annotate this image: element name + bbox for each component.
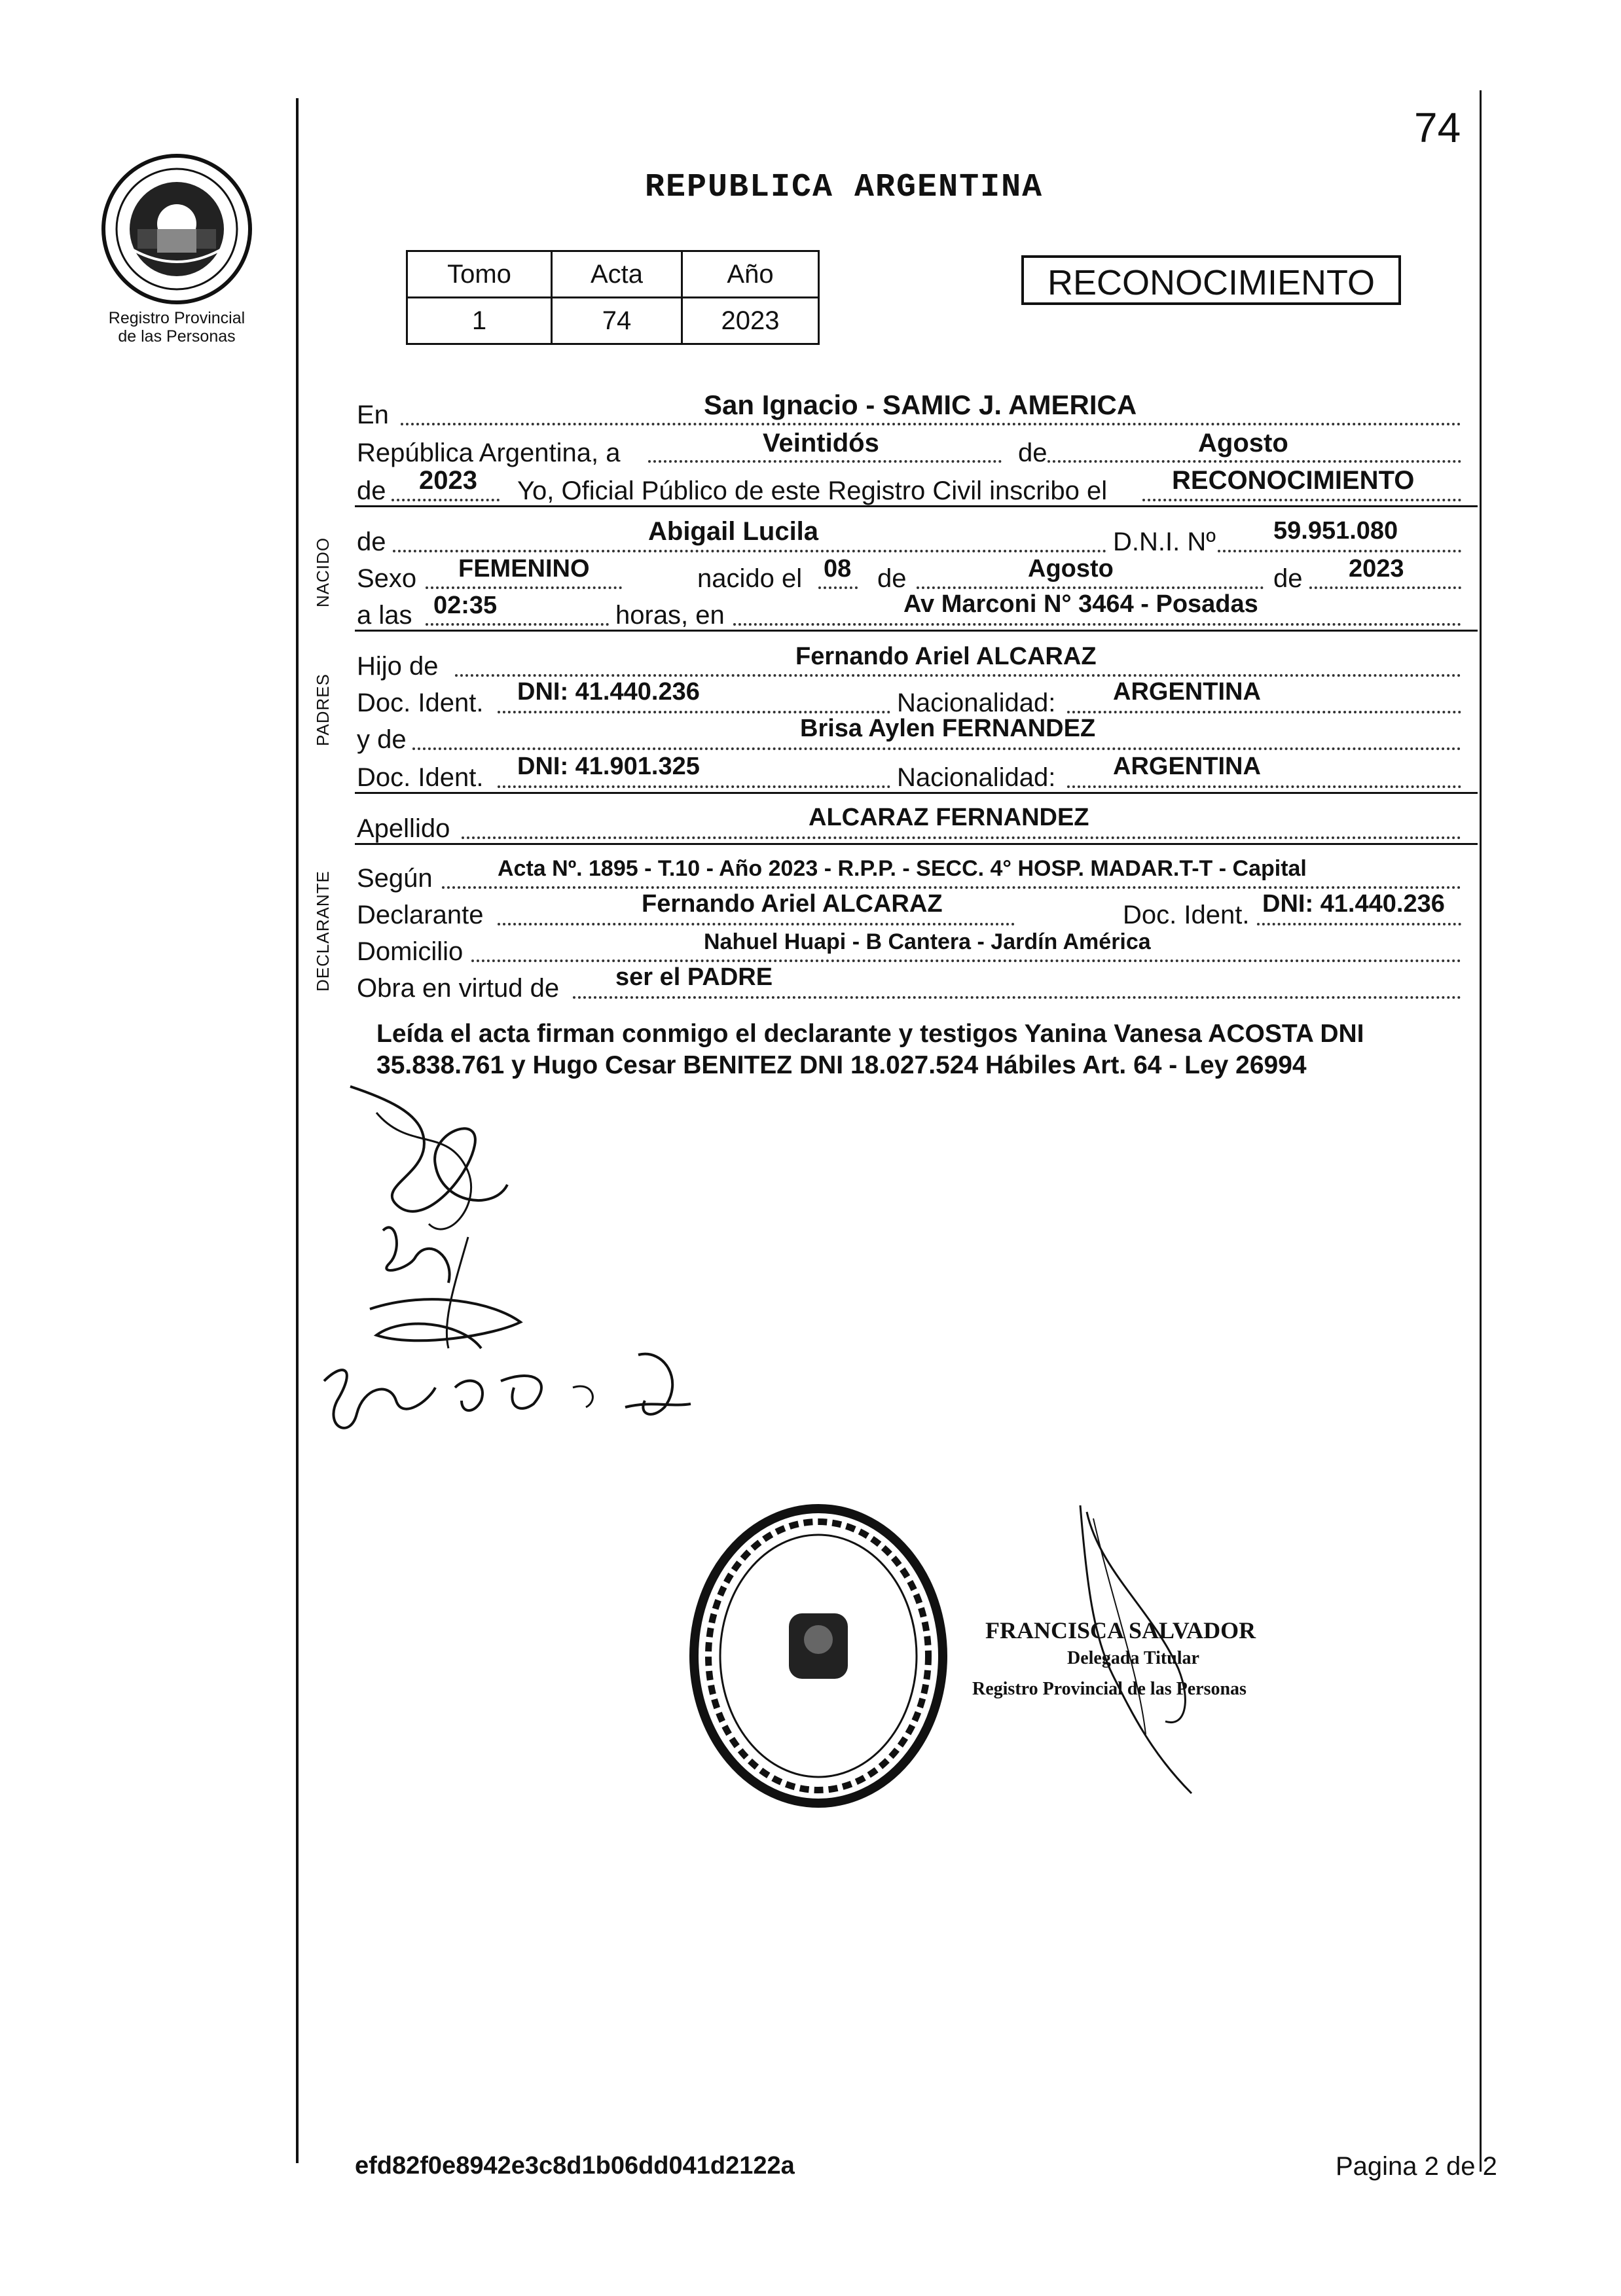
- ano-header: Año: [682, 251, 819, 298]
- section-label-declarante: DECLARANTE: [313, 870, 333, 992]
- en-value: San Ignacio - SAMIC J. AMERICA: [704, 389, 1137, 420]
- month-value: Agosto: [1198, 429, 1288, 457]
- father-dots: [455, 674, 1461, 677]
- mother-doc-dots: [498, 785, 890, 788]
- register-value-row: [407, 298, 819, 344]
- y-de-label: y de: [357, 725, 407, 754]
- mother-nat-dots: [1067, 785, 1461, 788]
- inscribo-dots: [1142, 499, 1461, 501]
- domicilio-value: Nahuel Huapi - B Cantera - Jardín América: [704, 929, 1151, 954]
- segun-label: Según: [357, 864, 433, 893]
- closing-statement: Leída el acta firman conmigo el declarante y testigos Yanina Vanesa ACOSTA DNI 35.838.761 y Hugo Cesar BENITEZ DNI 18.027.524 Hábiles Art. 64 - Ley 26994: [376, 1020, 1364, 1079]
- father-name: Fernando Ariel ALCARAZ: [795, 643, 1097, 670]
- horas-label: horas, en: [615, 601, 725, 630]
- birth-month: Agosto: [1028, 555, 1114, 583]
- misiones-seal-logo: [98, 151, 255, 308]
- day-dots: [648, 460, 1002, 463]
- republica-label: República Argentina, a: [357, 439, 621, 467]
- obra-dots: [573, 996, 1461, 999]
- month-de-label: de: [1018, 439, 1047, 467]
- en-label: En: [357, 401, 389, 429]
- birth-year-dots: [1309, 586, 1461, 589]
- domicilio-dots: [471, 960, 1461, 962]
- a-las-label: a las: [357, 601, 412, 630]
- official-role: Delegada Titular: [1067, 1648, 1199, 1668]
- logo-caption-line1: Registro Provincial: [108, 309, 246, 327]
- country-title: REPUBLICA ARGENTINA: [645, 169, 1044, 206]
- nacido-label: nacido el: [697, 564, 803, 593]
- mother-doc: DNI: 41.901.325: [517, 753, 700, 780]
- acta-header: Acta: [552, 251, 682, 298]
- section-label-padres: PADRES: [313, 673, 333, 746]
- sexo-label: Sexo: [357, 564, 417, 593]
- segun-value: Acta Nº. 1895 - T.10 - Año 2023 - R.P.P. - SECC. 4° HOSP. MADAR.T-T - Capital: [498, 856, 1307, 881]
- birth-year-de-label: de: [1273, 564, 1303, 593]
- birth-month-dots: [917, 586, 1264, 589]
- apellido-label: Apellido: [357, 814, 450, 843]
- acta-value: 74: [552, 298, 682, 344]
- domicilio-label: Domicilio: [357, 937, 464, 966]
- apellido-dots: [462, 836, 1461, 839]
- rule-after-header: [355, 505, 1478, 507]
- name-dots: [393, 550, 1106, 552]
- birth-year: 2023: [1349, 555, 1404, 583]
- ano-value: 2023: [682, 298, 819, 344]
- sexo-dots: [426, 586, 622, 589]
- father-doc-dots: [498, 711, 890, 713]
- rule-after-apellido: [355, 843, 1478, 845]
- rule-after-padres: [355, 792, 1478, 794]
- hijo-label: Hijo de: [357, 652, 439, 681]
- tomo-value: 1: [407, 298, 552, 344]
- declarante-doc-label: Doc. Ident.: [1123, 901, 1250, 929]
- en-dots: [401, 423, 1461, 425]
- right-margin-line: [1480, 90, 1482, 2172]
- official-office: Registro Provincial de las Personas: [972, 1679, 1247, 1699]
- declarante-doc-dots: [1257, 923, 1461, 925]
- birth-time: 02:35: [433, 592, 498, 619]
- obra-label: Obra en virtud de: [357, 974, 560, 1003]
- father-nat: ARGENTINA: [1113, 678, 1261, 706]
- birth-place: Av Marconi N° 3464 - Posadas: [903, 590, 1258, 618]
- sexo-value: FEMENINO: [458, 555, 590, 583]
- page-counter: Pagina 2 de 2: [1336, 2152, 1497, 2181]
- mother-name: Brisa Aylen FERNANDEZ: [800, 715, 1096, 742]
- register-header-row: [407, 251, 819, 298]
- declarante-doc: DNI: 41.440.236: [1262, 890, 1445, 918]
- day-value: Veintidós: [763, 429, 879, 457]
- act-type-box: RECONOCIMIENTO: [1021, 255, 1401, 305]
- mother-doc-label: Doc. Ident.: [357, 763, 484, 792]
- witness-signatures: [298, 1073, 723, 1460]
- birth-day-dots: [818, 586, 858, 589]
- name-de-label: de: [357, 528, 386, 556]
- dni-dots: [1218, 550, 1461, 552]
- rule-after-nacido: [355, 630, 1478, 632]
- tomo-header: Tomo: [407, 251, 552, 298]
- month-dots: [1047, 460, 1461, 463]
- mother-dots: [412, 747, 1461, 750]
- register-table: [406, 250, 820, 345]
- official-name: FRANCISCA SALVADOR: [985, 1617, 1256, 1643]
- year-value: 2023: [419, 466, 477, 495]
- father-doc-label: Doc. Ident.: [357, 689, 484, 717]
- logo-caption-line2: de las Personas: [118, 327, 236, 346]
- segun-dots: [442, 886, 1461, 889]
- inscribo-value: RECONOCIMIENTO: [1172, 466, 1415, 495]
- place-dots: [733, 623, 1461, 626]
- page-number: 74: [1414, 104, 1461, 151]
- birth-month-de-label: de: [877, 564, 907, 593]
- birth-day: 08: [824, 555, 852, 583]
- official-stamp: [681, 1499, 956, 1813]
- inscribo-text: Yo, Oficial Público de este Registro Civil inscribo el: [517, 476, 1108, 505]
- father-doc: DNI: 41.440.236: [517, 678, 700, 706]
- child-dni: 59.951.080: [1273, 517, 1398, 545]
- declarante-dots: [498, 923, 1015, 925]
- dni-label: D.N.I. Nº: [1113, 528, 1216, 556]
- apellido-value: ALCARAZ FERNANDEZ: [809, 804, 1089, 831]
- year-dots: [392, 499, 500, 501]
- declarante-label: Declarante: [357, 901, 484, 929]
- father-nat-dots: [1067, 711, 1461, 713]
- child-name: Abigail Lucila: [648, 517, 819, 546]
- father-nat-label: Nacionalidad:: [897, 689, 1056, 717]
- mother-nat: ARGENTINA: [1113, 753, 1261, 780]
- section-label-nacido: NACIDO: [313, 537, 333, 607]
- year-de-label: de: [357, 476, 386, 505]
- document-hash: efd82f0e8942e3c8d1b06dd041d2122a: [355, 2152, 795, 2179]
- logo-caption: [72, 309, 282, 346]
- obra-value: ser el PADRE: [615, 963, 773, 991]
- declarante-value: Fernando Ariel ALCARAZ: [642, 890, 943, 918]
- mother-nat-label: Nacionalidad:: [897, 763, 1056, 792]
- time-dots: [426, 623, 609, 626]
